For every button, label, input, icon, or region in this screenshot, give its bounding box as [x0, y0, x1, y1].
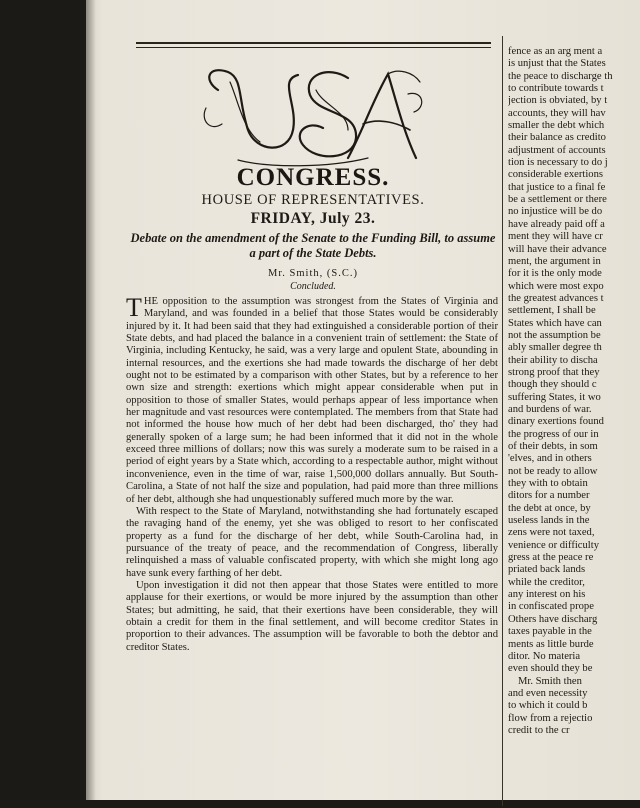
- right-column-line: considerable exertions: [508, 169, 604, 181]
- right-column-line: dinary exertions found: [508, 416, 604, 428]
- debate-heading: Debate on the amendment of the Senate to the Funding Bill, to assume a part of the State Debts.: [130, 231, 496, 260]
- right-column-line: fence as an arg ment a: [508, 46, 603, 57]
- right-column-line: taxes payable in the: [508, 626, 592, 638]
- article-paragraph: With respect to the State of Maryland, notwithstanding she had fortunately escaped the ravaging hand of the enemy, yet she was obliged to resort to her confiscated property as a fund for the discharge of her debt, while South-Carolina had, in pursuance of the treaty of peace, and the recommendation of Congress, liberally relinquished a mass of valuable confiscated property, with which she might long ago have sunk every farthing of her debt.: [126, 505, 498, 579]
- right-column-line: priated back lands: [508, 564, 586, 576]
- right-column-line: zens were not taxed,: [508, 527, 595, 539]
- right-column-line: ments as little burde: [508, 638, 594, 650]
- right-column-cropped: [508, 46, 640, 806]
- right-column-line: no injustice will be do: [508, 206, 603, 218]
- right-column-line: ditors for a number: [508, 490, 590, 502]
- right-column-line: though they should c: [508, 379, 597, 391]
- right-column-line: to contribute towards t: [508, 83, 604, 95]
- right-column-line: which were most expo: [508, 280, 604, 292]
- right-column-line: and burdens of war.: [508, 403, 592, 415]
- session-date: FRIDAY, July 23.: [250, 210, 376, 227]
- right-column-line: 'elves, and in others: [508, 453, 592, 465]
- section-subtitle: HOUSE OF REPRESENTATIVES.: [201, 192, 425, 208]
- right-column-line: settlement, I shall be: [508, 305, 596, 317]
- right-column-line: even should they be: [508, 663, 593, 675]
- speaker-name: Mr. Smith, (S.C.): [268, 268, 358, 279]
- right-column-line: accounts, they will hav: [508, 107, 606, 119]
- article-status: Concluded.: [290, 281, 336, 292]
- monogram-svg: [198, 60, 428, 168]
- right-column-line: suffering States, it wo: [508, 391, 601, 403]
- right-column-line: the greatest advances t: [508, 292, 604, 304]
- right-column-line: not the assumption be: [508, 329, 601, 341]
- usa-monogram-logo: [198, 60, 428, 168]
- right-column-line: ment, the argument in: [508, 255, 601, 267]
- right-column-line: will have their advance: [508, 243, 607, 255]
- right-column-line: and even necessity: [508, 687, 588, 699]
- left-column: [126, 38, 500, 808]
- right-column-line: gress at the peace re: [508, 552, 594, 564]
- drop-cap: T: [126, 293, 142, 322]
- right-column-line: while the creditor,: [508, 576, 585, 588]
- right-column-line: their balance as credito: [508, 132, 606, 144]
- right-column-line: ably smaller degree th: [508, 342, 602, 354]
- right-column-line: their ability to discha: [508, 354, 598, 366]
- right-column-line: States which have can: [508, 317, 602, 329]
- section-title: CONGRESS.: [236, 164, 390, 191]
- right-column-line: venience or difficulty: [508, 539, 599, 551]
- right-column-line: adjustment of accounts: [508, 144, 606, 156]
- right-column-line: not be ready to allow: [508, 465, 598, 477]
- right-column-line: have already paid off a: [508, 218, 605, 230]
- page-fold-shadow: [86, 0, 96, 800]
- top-rule: [136, 42, 491, 48]
- right-column-line: useless lands in the: [508, 515, 590, 527]
- right-column-line: is unjust that the States: [508, 58, 606, 70]
- right-column-line: any interest on his: [508, 589, 586, 601]
- right-column-line: jection is obviated, by t: [508, 95, 608, 107]
- right-column-line: flow from a rejectio: [508, 712, 593, 724]
- article-body: [126, 293, 498, 654]
- right-column-line: Others have discharg: [508, 613, 598, 625]
- right-column-line: of their debts, in som: [508, 441, 598, 452]
- right-column-line: strong proof that they: [508, 366, 600, 378]
- right-column-line: Mr. Smith then: [518, 675, 582, 687]
- right-column-line: for it is the only mode: [508, 268, 602, 280]
- article-paragraph: [126, 293, 498, 506]
- right-column-line: ment they will have cr: [508, 231, 603, 243]
- right-column-line: be a settlement or there: [508, 194, 607, 206]
- right-column-line: the peace to discharge th: [508, 70, 613, 82]
- right-column-line: that justice to a final fe: [508, 181, 606, 193]
- paragraph-text: HE opposition to the assumption was strongest from the States of Virginia and Maryland, and was founded in a belief that those States would be considerably injured by it. It had been said that they had extinguished a considerable portion of their State debts, and had placed the balance in a convenient train of settlement: the State of Virginia, including Kentucky, he said, was a very large and opulent State, abounding in internal resources, and the exertions she had made towards the discharge of her debt ought not to be estimated by a comparison with other States, but by a reference to her own size and strength: exertions which might appear considerable when put in opposition to those of smaller States, would perhaps appear of less importance when her magnitude and vast resources were contemplated. The members from that State had not informed the house how much of her debt had been discharged, tho' they had generally spoken of a large sum; he had been informed that it did not in the whole exceed three millions of dollars; now this was surely a moderate sum to be raised in a period of eight years by a State which, according to a respectable author, might without inconvenience, even in the time of war, raise 1,500,000 dollars annually. But South-Carolina, a State of not half the size and population, had paid more than three millions of her debt, although she had unquestionably suffered much more by the war.: [126, 296, 498, 505]
- column-divider: [502, 36, 503, 806]
- right-column-line: credit to the cr: [508, 724, 570, 736]
- right-column-line: to which it could b: [508, 700, 588, 712]
- right-column-line: the progress of our in: [508, 428, 599, 440]
- article-paragraph: Upon investigation it did not then appear that those States were entitled to more applause for their exertions, or would be more injured by the assumption than other States; but admitting, he said, that their exertions have been considerable, they will obtain a credit for them in the final settlement, and will become creditor States in proportion to their advances. The assumption will be favorable to both the debtor and creditor States.: [126, 579, 498, 653]
- right-column-line: tion is necessary to do j: [508, 157, 608, 169]
- right-column-line: ditor. No materia: [508, 650, 581, 662]
- right-column-line: smaller the debt which: [508, 120, 605, 132]
- right-column-line: in confiscated prope: [508, 601, 594, 613]
- right-column-line: they with to obtain: [508, 478, 588, 490]
- right-column-line: the debt at once, by: [508, 502, 591, 514]
